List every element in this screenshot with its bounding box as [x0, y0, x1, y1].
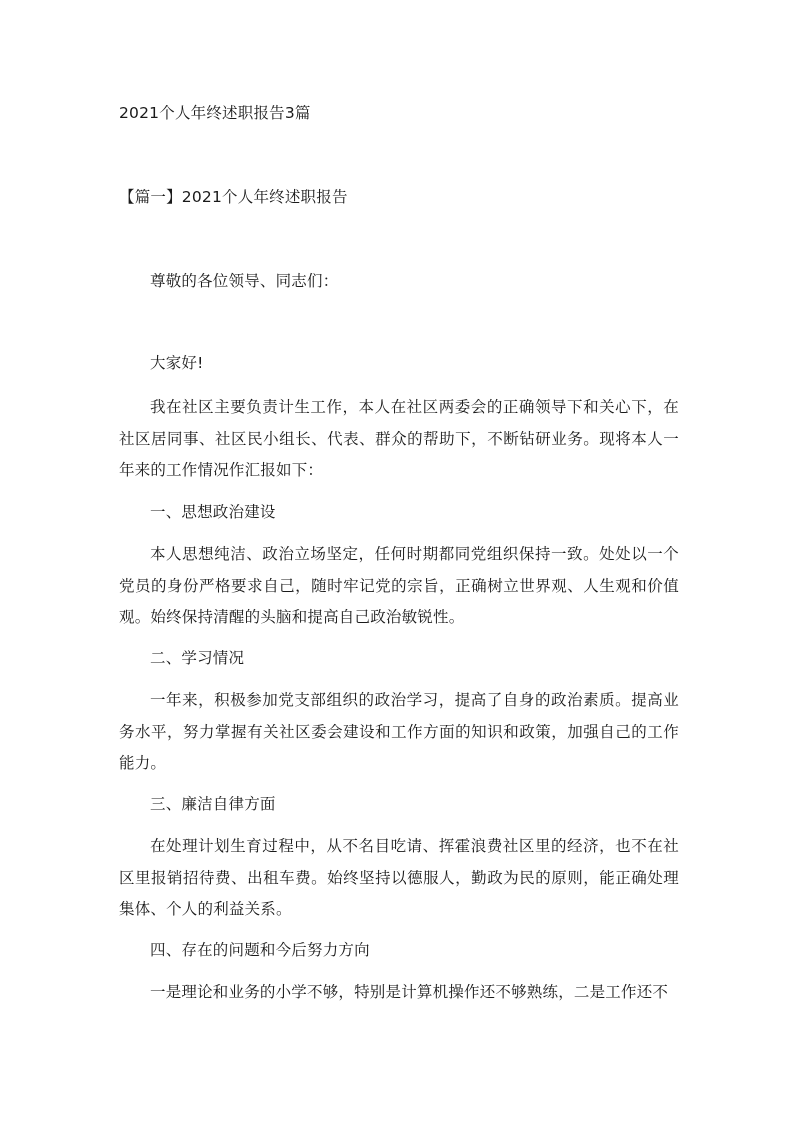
document-title: 2021个人年终述职报告3篇 [119, 104, 311, 122]
greeting: 大家好! [150, 354, 204, 372]
section-heading: 【篇一】2021个人年终述职报告 [119, 188, 348, 206]
section-body-1: 本人思想纯洁、政治立场坚定，任何时期都同党组织保持一致。处处以一个党员的身份严格要求自己，随时牢记党的宗旨，正确树立世界观、人生观和价值观。始终保持清醒的头脑和提高自己政治敏锐性。 [119, 545, 679, 626]
section-body-2: 一年来，积极参加党支部组织的政治学习，提高了自身的政治素质。提高业务水平，努力掌握有关社区委会建设和工作方面的知识和政策，加强自己的工作能力。 [119, 691, 679, 772]
section-heading-2: 二、学习情况 [150, 649, 245, 667]
intro-paragraph: 我在社区主要负责计生工作，本人在社区两委会的正确领导下和关心下，在社区居同事、社区民小组长、代表、群众的帮助下，不断钻研业务。现将本人一年来的工作情况作汇报如下： [119, 398, 679, 479]
section-heading-1: 一、思想政治建设 [150, 503, 276, 521]
salutation: 尊敬的各位领导、同志们： [150, 272, 339, 290]
section-heading-3: 三、廉洁自律方面 [150, 795, 276, 813]
section-heading-4: 四、存在的问题和今后努力方向 [150, 941, 370, 959]
section-body-4: 一是理论和业务的小学不够，特别是计算机操作还不够熟练，二是工作还不 [150, 983, 669, 1001]
section-body-3: 在处理计划生育过程中，从不名目吃请、挥霍浪费社区里的经济，也不在社区里报销招待费、出租车费。始终坚持以德服人，勤政为民的原则，能正确处理集体、个人的利益关系。 [119, 837, 679, 918]
